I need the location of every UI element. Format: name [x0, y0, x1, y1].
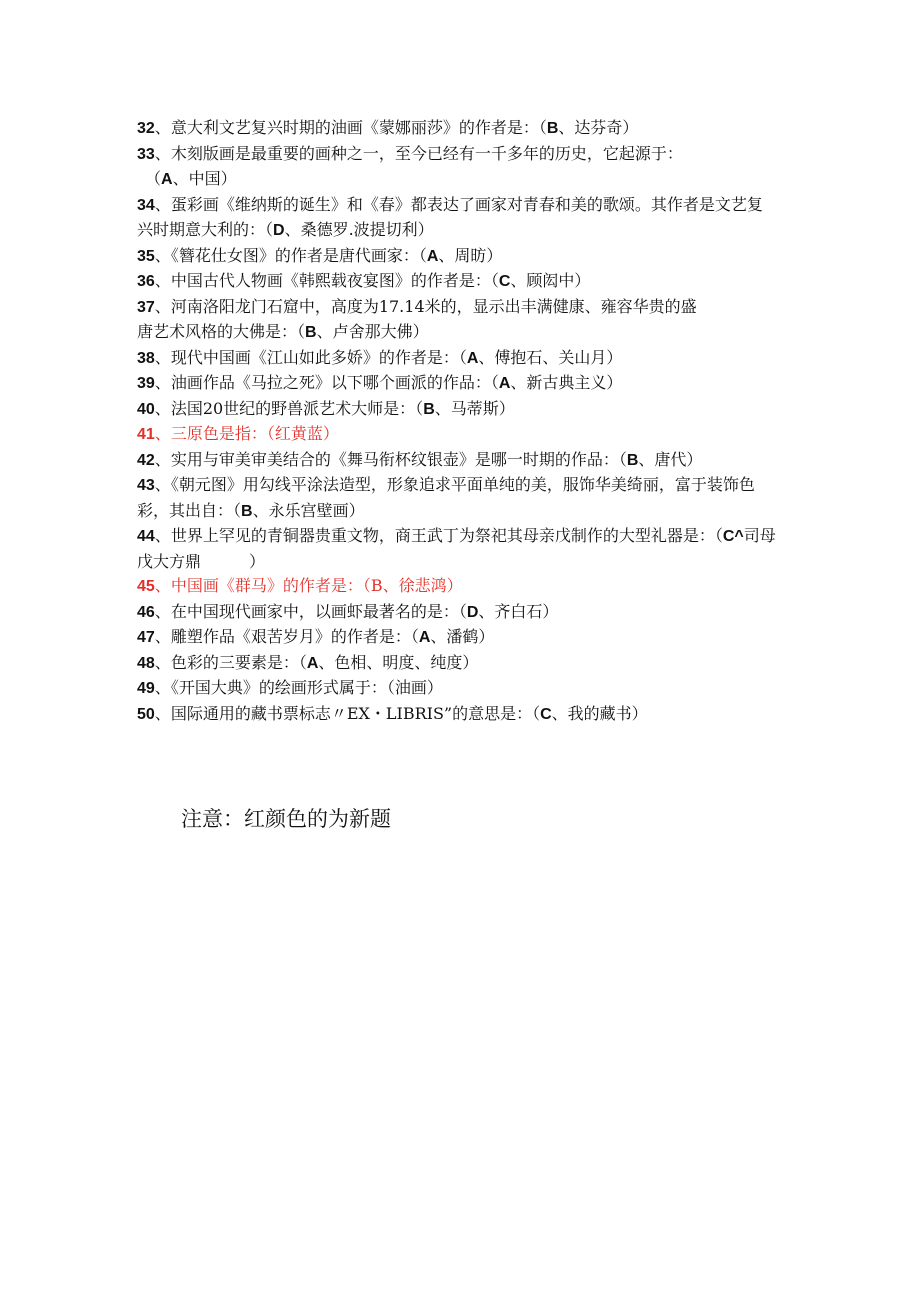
answer-text: 、徐悲鸿） [382, 576, 463, 595]
question-number: 42 [137, 451, 155, 469]
question-separator: 、 [154, 526, 171, 545]
answer-option: A [161, 171, 173, 188]
question-number: 39 [137, 375, 155, 392]
answer-option: A [426, 247, 439, 265]
answer-option: A [466, 349, 479, 367]
question-number: 40 [137, 400, 155, 418]
answer-option: D [273, 222, 285, 239]
question-44 [137, 524, 777, 574]
question-number: 34 [137, 196, 155, 214]
answer-text: 、顾闳中） [510, 271, 591, 290]
question-41-new [137, 422, 777, 448]
question-text: 现代中国画《江山如此多娇》的作者是：（ [170, 347, 467, 367]
question-number: 49 [137, 680, 155, 697]
question-number: 50 [137, 705, 155, 723]
question-38 [137, 346, 777, 372]
question-number: 47 [137, 629, 155, 646]
question-number: 32 [137, 120, 155, 137]
question-separator: 、 [154, 601, 171, 621]
answer-option: C [498, 273, 511, 290]
answer-option: B [546, 120, 559, 137]
question-36 [137, 269, 777, 295]
question-text: 木刻版画是最重要的画种之一，至今已经有一千多年的历史，它起源于： （ [153, 143, 683, 188]
question-49 [137, 676, 777, 702]
question-number: 36 [137, 273, 155, 290]
question-separator: 、 [154, 652, 171, 672]
question-separator: 、 [154, 143, 171, 163]
question-number: 35 [137, 247, 155, 265]
question-text: 蛋彩画《维纳斯的诞生》和《春》都表达了画家对青春和美的歌颂。其作者是文艺复兴时期意大利的：（ [137, 194, 763, 239]
question-47 [137, 625, 777, 651]
answer-option: B [423, 400, 435, 418]
question-40 [137, 397, 777, 423]
question-43 [137, 473, 777, 524]
answer-text: 、永乐宫壁画） [252, 500, 365, 520]
question-separator: 、 [154, 271, 171, 290]
question-separator: 、 [154, 373, 171, 392]
question-48 [137, 651, 777, 677]
question-text: 《朝元图》用勾线平涂法造型，形象追求平面单纯的美，服饰华美绮丽，富于装饰色彩，其出自：（ [137, 475, 755, 520]
answer-option: A [418, 629, 431, 646]
question-32 [137, 116, 777, 142]
question-text: 油画作品《马拉之死》以下哪个画派的作品：（ [170, 373, 499, 392]
question-separator: 、 [154, 678, 171, 697]
question-separator: 、 [154, 703, 171, 723]
answer-text: 、中国） [172, 169, 237, 188]
answer-text: 、马蒂斯） [434, 398, 515, 418]
question-45-new [137, 574, 777, 600]
answer-text: 、我的藏书） [551, 703, 648, 723]
answer-option: C [540, 705, 552, 723]
question-separator: 、 [154, 627, 171, 646]
question-34 [137, 193, 777, 244]
new-question-note: 注意：红颜色的为新题 [181, 807, 391, 831]
question-number: 43 [137, 477, 155, 494]
question-text: 中国画《群马》的作者是：（ [170, 576, 371, 595]
question-text: 中国古代人物画《韩熙载夜宴图》的作者是：（ [170, 271, 499, 290]
question-number: 46 [137, 603, 155, 621]
question-text: 河南洛阳龙门石窟中，高度为17.14米的，显示出丰满健康、雍容华贵的盛 唐艺术风格的大佛是：（ [137, 296, 697, 341]
question-text: 国际通用的藏书票标志〃EX・LIBRIS”的意思是：（ [170, 703, 541, 723]
question-46 [137, 600, 777, 626]
question-separator: 、 [154, 398, 171, 418]
question-text: 在中国现代画家中，以画虾最著名的是：（ [170, 601, 467, 621]
question-text: 意大利文艺复兴时期的油画《蒙娜丽莎》的作者是：（ [170, 118, 547, 137]
question-separator: 、 [154, 576, 171, 595]
question-number: 33 [137, 145, 155, 163]
question-text: 色彩的三要素是：（ [170, 652, 307, 672]
question-separator: 、 [154, 347, 171, 367]
question-text: 《簪花仕女图》的作者是唐代画家：（ [170, 245, 427, 265]
answer-text: 、色相、明度、纯度） [318, 652, 479, 672]
question-separator: 、 [154, 245, 171, 265]
question-33 [137, 142, 777, 193]
answer-text: 司母戊大方鼎 ） [137, 526, 776, 571]
answer-option: B [370, 576, 383, 595]
question-text: 实用与审美审美结合的《舞马衔杯纹银壶》是哪一时期的作品：（ [170, 449, 627, 469]
question-text: 《开国大典》的绘画形式属于：（油画） [170, 678, 443, 697]
question-text: 法国20世纪的野兽派艺术大师是：（ [170, 398, 424, 418]
answer-text: 、唐代） [638, 449, 703, 469]
question-number: 44 [137, 528, 155, 545]
answer-text: 、新古典主义） [510, 373, 623, 392]
answer-option: A [498, 375, 511, 392]
answer-text: 、傅抱石、关山月） [478, 347, 623, 367]
question-37 [137, 295, 777, 346]
question-number: 38 [137, 349, 155, 367]
question-separator: 、 [154, 194, 171, 214]
question-text: 雕塑作品《艰苦岁月》的作者是：（ [170, 627, 419, 646]
question-text: 三原色是指：（红黄蓝） [170, 424, 339, 443]
question-number: 45 [137, 578, 155, 595]
question-39 [137, 371, 777, 397]
answer-option: B [241, 502, 253, 520]
question-separator: 、 [154, 296, 171, 316]
question-number: 37 [137, 298, 155, 316]
question-separator: 、 [154, 118, 171, 137]
question-separator: 、 [154, 475, 171, 494]
answer-text: 、达芬奇） [558, 118, 639, 137]
question-separator: 、 [154, 449, 171, 469]
question-35 [137, 244, 777, 270]
answer-text: 、潘鹤） [430, 627, 495, 646]
answer-option: C^ [722, 528, 744, 545]
question-list [137, 116, 777, 727]
answer-text: 、齐白石） [478, 601, 559, 621]
answer-text: 、卢舍那大佛） [316, 322, 429, 341]
question-text: 世界上罕见的青铜器贵重文物，商王武丁为祭祀其母亲戊制作的大型礼器是：（ [170, 526, 723, 545]
answer-option: B [305, 324, 317, 341]
question-separator: 、 [154, 424, 171, 443]
answer-option: D [466, 603, 479, 621]
question-number: 48 [137, 654, 155, 672]
answer-text: 、桑德罗.波提切利） [284, 220, 434, 239]
answer-option: B [626, 451, 639, 469]
question-50 [137, 702, 777, 728]
answer-text: 、周昉） [438, 245, 503, 265]
question-42 [137, 448, 777, 474]
question-number: 41 [137, 426, 155, 443]
answer-option: A [306, 654, 319, 672]
